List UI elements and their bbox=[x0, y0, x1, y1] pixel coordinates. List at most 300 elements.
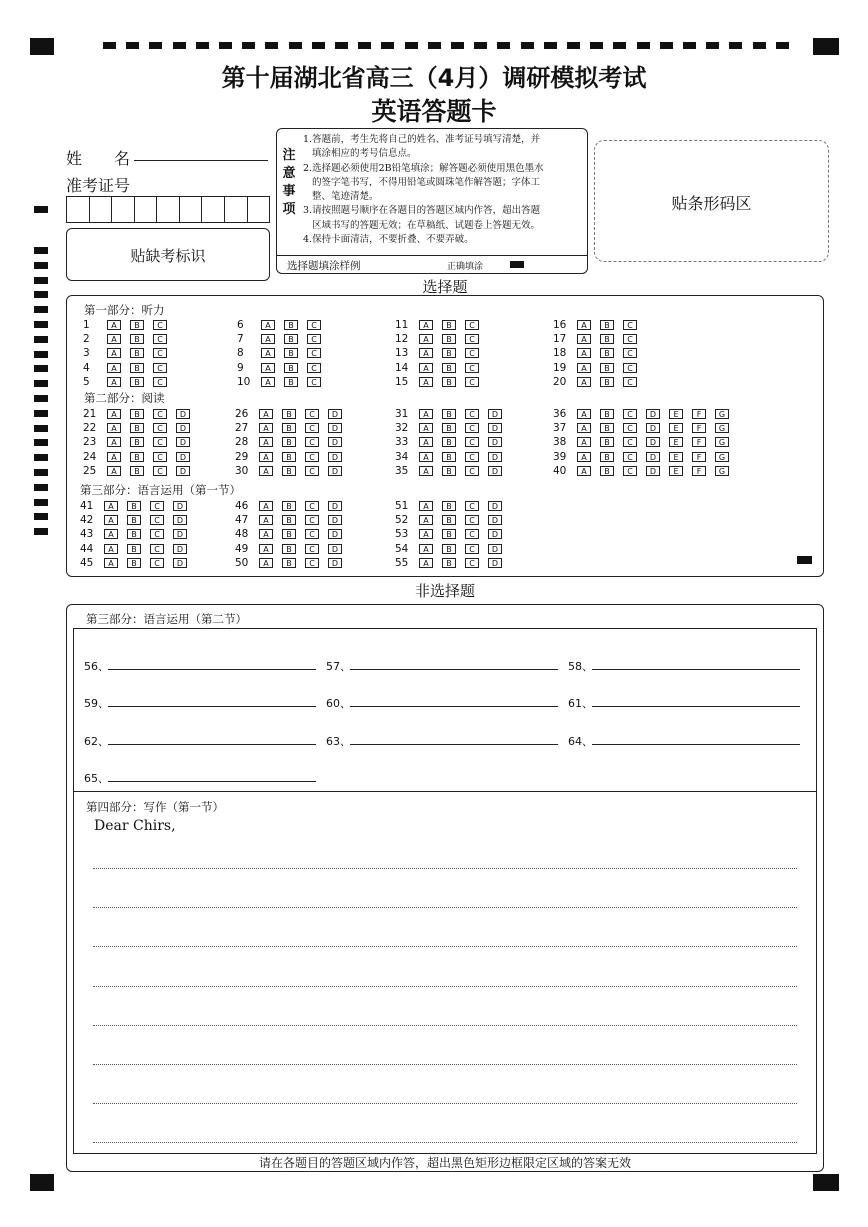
exam-id-cell[interactable] bbox=[157, 197, 180, 222]
listening-question[interactable] bbox=[395, 362, 488, 375]
option-bubble-c[interactable]: C bbox=[623, 377, 637, 387]
exam-id-cell[interactable] bbox=[67, 197, 90, 222]
option-bubble-d[interactable]: D bbox=[488, 423, 502, 433]
exam-id-cell[interactable] bbox=[225, 197, 248, 222]
reading-question[interactable] bbox=[235, 408, 351, 421]
option-bubble-d[interactable]: D bbox=[488, 409, 502, 419]
reading-question[interactable] bbox=[83, 465, 199, 478]
option-bubble-a[interactable]: A bbox=[107, 377, 121, 387]
option-bubble-a[interactable]: A bbox=[259, 409, 273, 419]
option-bubble-d[interactable]: D bbox=[328, 452, 342, 462]
cloze-question[interactable] bbox=[395, 557, 511, 570]
option-bubble-b[interactable]: B bbox=[600, 409, 614, 419]
option-bubble-c[interactable]: C bbox=[305, 544, 319, 554]
option-bubble-a[interactable]: A bbox=[107, 320, 121, 330]
option-bubble-c[interactable]: C bbox=[150, 544, 164, 554]
option-bubble-c[interactable]: C bbox=[150, 558, 164, 568]
option-bubble-a[interactable]: A bbox=[107, 423, 121, 433]
option-bubble-a[interactable]: A bbox=[104, 529, 118, 539]
option-bubble-d[interactable]: D bbox=[646, 452, 660, 462]
reading-question[interactable] bbox=[235, 451, 351, 464]
option-bubble-b[interactable]: B bbox=[600, 363, 614, 373]
reading-question[interactable] bbox=[83, 422, 199, 435]
listening-question[interactable] bbox=[237, 362, 330, 375]
exam-id-cell[interactable] bbox=[180, 197, 203, 222]
option-bubble-a[interactable]: A bbox=[419, 363, 433, 373]
listening-question[interactable] bbox=[237, 376, 330, 389]
option-bubble-a[interactable]: A bbox=[261, 334, 275, 344]
option-bubble-b[interactable]: B bbox=[130, 320, 144, 330]
option-bubble-b[interactable]: B bbox=[442, 423, 456, 433]
option-bubble-a[interactable]: A bbox=[419, 334, 433, 344]
reading7-question[interactable] bbox=[553, 451, 738, 464]
option-bubble-a[interactable]: A bbox=[419, 409, 433, 419]
writing-line[interactable] bbox=[93, 868, 797, 869]
option-bubble-b[interactable]: B bbox=[442, 377, 456, 387]
cloze-question[interactable] bbox=[80, 514, 196, 527]
option-bubble-a[interactable]: A bbox=[259, 544, 273, 554]
option-bubble-c[interactable]: C bbox=[465, 320, 479, 330]
option-bubble-c[interactable]: C bbox=[305, 466, 319, 476]
option-bubble-d[interactable]: D bbox=[488, 466, 502, 476]
option-bubble-c[interactable]: C bbox=[465, 452, 479, 462]
option-bubble-b[interactable]: B bbox=[127, 515, 141, 525]
reading-question[interactable] bbox=[83, 436, 199, 449]
listening-question[interactable] bbox=[237, 333, 330, 346]
cloze-question[interactable] bbox=[235, 543, 351, 556]
option-bubble-c[interactable]: C bbox=[623, 334, 637, 344]
exam-id-cell[interactable] bbox=[202, 197, 225, 222]
option-bubble-d[interactable]: D bbox=[173, 558, 187, 568]
option-bubble-b[interactable]: B bbox=[282, 544, 296, 554]
option-bubble-b[interactable]: B bbox=[282, 466, 296, 476]
reading-question[interactable] bbox=[83, 451, 199, 464]
option-bubble-b[interactable]: B bbox=[284, 348, 298, 358]
option-bubble-b[interactable]: B bbox=[130, 377, 144, 387]
option-bubble-c[interactable]: C bbox=[465, 377, 479, 387]
option-bubble-d[interactable]: D bbox=[488, 437, 502, 447]
option-bubble-c[interactable]: C bbox=[305, 437, 319, 447]
option-bubble-c[interactable]: C bbox=[465, 466, 479, 476]
reading-question[interactable] bbox=[235, 422, 351, 435]
option-bubble-b[interactable]: B bbox=[130, 452, 144, 462]
fill-blank-line[interactable] bbox=[108, 706, 316, 707]
writing-line[interactable] bbox=[93, 986, 797, 987]
fill-blank-number: 64、 bbox=[568, 735, 593, 748]
option-bubble-d[interactable]: D bbox=[328, 558, 342, 568]
option-bubble-d[interactable]: D bbox=[328, 529, 342, 539]
option-bubble-c[interactable]: C bbox=[150, 529, 164, 539]
option-bubble-d[interactable]: D bbox=[173, 515, 187, 525]
option-bubble-d[interactable]: D bbox=[488, 558, 502, 568]
option-bubble-d[interactable]: D bbox=[173, 544, 187, 554]
cloze-question[interactable] bbox=[395, 528, 511, 541]
option-bubble-b[interactable]: B bbox=[442, 558, 456, 568]
fill-blank-line[interactable] bbox=[592, 706, 800, 707]
listening-question[interactable] bbox=[83, 319, 176, 332]
option-bubble-b[interactable]: B bbox=[442, 348, 456, 358]
name-field[interactable] bbox=[134, 160, 268, 161]
option-bubble-b[interactable]: B bbox=[284, 377, 298, 387]
listening-question[interactable] bbox=[83, 333, 176, 346]
option-bubble-c[interactable]: C bbox=[623, 363, 637, 373]
option-bubble-a[interactable]: A bbox=[577, 320, 591, 330]
option-bubble-c[interactable]: C bbox=[305, 515, 319, 525]
option-bubble-d[interactable]: D bbox=[488, 544, 502, 554]
listening-question[interactable] bbox=[553, 347, 646, 360]
option-bubble-a[interactable]: A bbox=[261, 377, 275, 387]
reading7-question[interactable] bbox=[553, 408, 738, 421]
fill-blank-line[interactable] bbox=[108, 744, 316, 745]
option-bubble-d[interactable]: D bbox=[646, 423, 660, 433]
reading-question[interactable] bbox=[395, 465, 511, 478]
option-bubble-a[interactable]: A bbox=[107, 348, 121, 358]
option-bubble-a[interactable]: A bbox=[419, 529, 433, 539]
option-bubble-b[interactable]: B bbox=[130, 409, 144, 419]
cloze-question[interactable] bbox=[80, 543, 196, 556]
option-bubble-a[interactable]: A bbox=[419, 544, 433, 554]
exam-id-cell[interactable] bbox=[90, 197, 113, 222]
option-bubble-b[interactable]: B bbox=[130, 423, 144, 433]
option-bubble-a[interactable]: A bbox=[104, 501, 118, 511]
writing-line[interactable] bbox=[93, 1103, 797, 1104]
option-bubble-g[interactable]: G bbox=[715, 409, 729, 419]
reading7-question[interactable] bbox=[553, 465, 738, 478]
option-bubble-c[interactable]: C bbox=[465, 423, 479, 433]
option-bubble-c[interactable]: C bbox=[307, 377, 321, 387]
option-bubble-d[interactable]: D bbox=[328, 544, 342, 554]
option-bubble-b[interactable]: B bbox=[282, 452, 296, 462]
cloze-question[interactable] bbox=[235, 514, 351, 527]
option-bubble-d[interactable]: D bbox=[176, 466, 190, 476]
option-bubble-c[interactable]: C bbox=[465, 363, 479, 373]
cloze-question[interactable] bbox=[395, 543, 511, 556]
writing-line[interactable] bbox=[93, 946, 797, 947]
option-bubble-d[interactable]: D bbox=[176, 423, 190, 433]
cloze-question[interactable] bbox=[80, 500, 196, 513]
option-bubble-c[interactable]: C bbox=[465, 529, 479, 539]
option-bubble-b[interactable]: B bbox=[282, 558, 296, 568]
option-bubble-a[interactable]: A bbox=[577, 437, 591, 447]
option-bubble-e[interactable]: E bbox=[669, 423, 683, 433]
option-bubble-d[interactable]: D bbox=[173, 529, 187, 539]
option-bubble-d[interactable]: D bbox=[328, 423, 342, 433]
option-bubble-b[interactable]: B bbox=[442, 544, 456, 554]
option-bubble-a[interactable]: A bbox=[577, 466, 591, 476]
option-bubble-b[interactable]: B bbox=[284, 363, 298, 373]
option-bubble-e[interactable]: E bbox=[669, 452, 683, 462]
listening-question[interactable] bbox=[83, 376, 176, 389]
fill-blank-line[interactable] bbox=[108, 669, 316, 670]
option-bubble-d[interactable]: D bbox=[328, 515, 342, 525]
option-bubble-c[interactable]: C bbox=[305, 558, 319, 568]
cloze-question[interactable] bbox=[235, 528, 351, 541]
option-bubble-g[interactable]: G bbox=[715, 423, 729, 433]
option-bubble-b[interactable]: B bbox=[127, 529, 141, 539]
option-bubble-d[interactable]: D bbox=[176, 409, 190, 419]
option-bubble-a[interactable]: A bbox=[259, 501, 273, 511]
reading7-question[interactable] bbox=[553, 436, 738, 449]
option-bubble-c[interactable]: C bbox=[465, 409, 479, 419]
option-bubble-d[interactable]: D bbox=[646, 409, 660, 419]
option-bubble-c[interactable]: C bbox=[307, 320, 321, 330]
exam-id-cell[interactable] bbox=[112, 197, 135, 222]
cloze-question[interactable] bbox=[80, 557, 196, 570]
option-bubble-b[interactable]: B bbox=[127, 501, 141, 511]
listening-question[interactable] bbox=[83, 347, 176, 360]
option-bubble-b[interactable]: B bbox=[282, 529, 296, 539]
option-bubble-b[interactable]: B bbox=[442, 529, 456, 539]
option-bubble-b[interactable]: B bbox=[600, 377, 614, 387]
option-bubble-d[interactable]: D bbox=[328, 466, 342, 476]
option-bubble-f[interactable]: F bbox=[692, 409, 706, 419]
option-bubble-a[interactable]: A bbox=[261, 320, 275, 330]
option-bubble-c[interactable]: C bbox=[153, 334, 167, 344]
option-bubble-e[interactable]: E bbox=[669, 437, 683, 447]
option-bubble-a[interactable]: A bbox=[419, 437, 433, 447]
option-bubble-d[interactable]: D bbox=[176, 452, 190, 462]
option-bubble-c[interactable]: C bbox=[465, 558, 479, 568]
option-bubble-c[interactable]: C bbox=[307, 334, 321, 344]
cloze-question[interactable] bbox=[235, 500, 351, 513]
option-bubble-f[interactable]: F bbox=[692, 437, 706, 447]
option-bubble-a[interactable]: A bbox=[259, 466, 273, 476]
option-bubble-a[interactable]: A bbox=[419, 423, 433, 433]
listening-question[interactable] bbox=[395, 319, 488, 332]
option-bubble-c[interactable]: C bbox=[465, 544, 479, 554]
option-bubble-c[interactable]: C bbox=[153, 423, 167, 433]
option-bubble-d[interactable]: D bbox=[488, 452, 502, 462]
option-bubble-c[interactable]: C bbox=[465, 501, 479, 511]
reading-question[interactable] bbox=[235, 436, 351, 449]
option-bubble-b[interactable]: B bbox=[282, 501, 296, 511]
listening-question[interactable] bbox=[83, 362, 176, 375]
option-bubble-a[interactable]: A bbox=[104, 544, 118, 554]
listening-question[interactable] bbox=[553, 319, 646, 332]
fill-blank-line[interactable] bbox=[350, 669, 558, 670]
option-bubble-c[interactable]: C bbox=[153, 348, 167, 358]
option-bubble-d[interactable]: D bbox=[488, 501, 502, 511]
option-bubble-c[interactable]: C bbox=[623, 466, 637, 476]
option-bubble-b[interactable]: B bbox=[600, 466, 614, 476]
option-bubble-a[interactable]: A bbox=[259, 437, 273, 447]
writing-line[interactable] bbox=[93, 1142, 797, 1143]
option-bubble-a[interactable]: A bbox=[259, 558, 273, 568]
reading7-question[interactable] bbox=[553, 422, 738, 435]
listening-question[interactable] bbox=[553, 362, 646, 375]
option-bubble-b[interactable]: B bbox=[127, 544, 141, 554]
reading-question[interactable] bbox=[395, 436, 511, 449]
option-bubble-d[interactable]: D bbox=[488, 529, 502, 539]
fill-blank-line[interactable] bbox=[592, 744, 800, 745]
option-bubble-a[interactable]: A bbox=[419, 558, 433, 568]
option-bubble-c[interactable]: C bbox=[623, 423, 637, 433]
writing-line[interactable] bbox=[93, 1025, 797, 1026]
option-bubble-b[interactable]: B bbox=[442, 320, 456, 330]
reading-question[interactable] bbox=[395, 422, 511, 435]
option-bubble-e[interactable]: E bbox=[669, 409, 683, 419]
option-bubble-c[interactable]: C bbox=[305, 409, 319, 419]
option-bubble-b[interactable]: B bbox=[600, 348, 614, 358]
option-bubble-c[interactable]: C bbox=[153, 437, 167, 447]
option-bubble-c[interactable]: C bbox=[623, 348, 637, 358]
option-bubble-e[interactable]: E bbox=[669, 466, 683, 476]
fill-blank-line[interactable] bbox=[350, 744, 558, 745]
listening-question[interactable] bbox=[395, 347, 488, 360]
fill-blank-line[interactable] bbox=[108, 781, 316, 782]
listening-question[interactable] bbox=[553, 333, 646, 346]
option-bubble-a[interactable]: A bbox=[419, 501, 433, 511]
option-bubble-b[interactable]: B bbox=[442, 409, 456, 419]
option-bubble-a[interactable]: A bbox=[577, 377, 591, 387]
option-bubble-c[interactable]: C bbox=[153, 466, 167, 476]
option-bubble-c[interactable]: C bbox=[150, 515, 164, 525]
option-bubble-b[interactable]: B bbox=[127, 558, 141, 568]
option-bubble-c[interactable]: C bbox=[153, 363, 167, 373]
option-bubble-b[interactable]: B bbox=[600, 320, 614, 330]
reading-question[interactable] bbox=[235, 465, 351, 478]
option-bubble-c[interactable]: C bbox=[465, 515, 479, 525]
option-bubble-a[interactable]: A bbox=[419, 452, 433, 462]
option-bubble-b[interactable]: B bbox=[130, 466, 144, 476]
option-bubble-a[interactable]: A bbox=[104, 558, 118, 568]
option-bubble-b[interactable]: B bbox=[600, 334, 614, 344]
option-bubble-a[interactable]: A bbox=[577, 409, 591, 419]
option-bubble-a[interactable]: A bbox=[259, 452, 273, 462]
option-bubble-d[interactable]: D bbox=[488, 515, 502, 525]
option-bubble-c[interactable]: C bbox=[150, 501, 164, 511]
option-bubble-a[interactable]: A bbox=[577, 423, 591, 433]
exam-id-cell[interactable] bbox=[248, 197, 270, 222]
option-bubble-c[interactable]: C bbox=[153, 320, 167, 330]
option-bubble-a[interactable]: A bbox=[107, 409, 121, 419]
option-bubble-c[interactable]: C bbox=[465, 348, 479, 358]
option-bubble-c[interactable]: C bbox=[305, 452, 319, 462]
listening-question[interactable] bbox=[553, 376, 646, 389]
option-bubble-a[interactable]: A bbox=[577, 363, 591, 373]
exam-id-boxes[interactable] bbox=[66, 196, 270, 223]
listening-question[interactable] bbox=[395, 333, 488, 346]
option-bubble-a[interactable]: A bbox=[107, 437, 121, 447]
option-bubble-f[interactable]: F bbox=[692, 452, 706, 462]
reading-question[interactable] bbox=[395, 451, 511, 464]
fill-blank-line[interactable] bbox=[592, 669, 800, 670]
option-bubble-c[interactable]: C bbox=[153, 452, 167, 462]
option-bubble-b[interactable]: B bbox=[130, 334, 144, 344]
reading-question[interactable] bbox=[395, 408, 511, 421]
option-bubble-c[interactable]: C bbox=[305, 423, 319, 433]
option-bubble-b[interactable]: B bbox=[284, 320, 298, 330]
option-bubble-b[interactable]: B bbox=[442, 452, 456, 462]
option-bubble-a[interactable]: A bbox=[107, 452, 121, 462]
option-bubble-b[interactable]: B bbox=[442, 437, 456, 447]
writing-line[interactable] bbox=[93, 907, 797, 908]
option-bubble-b[interactable]: B bbox=[130, 437, 144, 447]
exam-id-cell[interactable] bbox=[135, 197, 158, 222]
option-bubble-d[interactable]: D bbox=[646, 437, 660, 447]
option-bubble-a[interactable]: A bbox=[261, 363, 275, 373]
option-bubble-a[interactable]: A bbox=[259, 423, 273, 433]
option-bubble-b[interactable]: B bbox=[442, 334, 456, 344]
option-bubble-b[interactable]: B bbox=[600, 452, 614, 462]
option-bubble-a[interactable]: A bbox=[419, 377, 433, 387]
option-bubble-c[interactable]: C bbox=[305, 529, 319, 539]
option-bubble-c[interactable]: C bbox=[623, 437, 637, 447]
listening-question[interactable] bbox=[237, 319, 330, 332]
option-bubble-a[interactable]: A bbox=[577, 348, 591, 358]
option-bubble-b[interactable]: B bbox=[600, 423, 614, 433]
option-bubble-b[interactable]: B bbox=[130, 363, 144, 373]
option-bubble-a[interactable]: A bbox=[419, 515, 433, 525]
option-bubble-a[interactable]: A bbox=[577, 452, 591, 462]
cloze-question[interactable] bbox=[395, 514, 511, 527]
option-bubble-b[interactable]: B bbox=[600, 437, 614, 447]
option-bubble-f[interactable]: F bbox=[692, 466, 706, 476]
option-bubble-g[interactable]: G bbox=[715, 437, 729, 447]
fill-blank-line[interactable] bbox=[350, 706, 558, 707]
option-bubble-a[interactable]: A bbox=[107, 334, 121, 344]
option-bubble-a[interactable]: A bbox=[577, 334, 591, 344]
option-bubble-a[interactable]: A bbox=[259, 515, 273, 525]
option-bubble-a[interactable]: A bbox=[419, 320, 433, 330]
option-bubble-g[interactable]: G bbox=[715, 466, 729, 476]
option-bubble-a[interactable]: A bbox=[419, 466, 433, 476]
option-bubble-c[interactable]: C bbox=[623, 320, 637, 330]
option-bubble-c[interactable]: C bbox=[307, 363, 321, 373]
option-bubble-b[interactable]: B bbox=[282, 515, 296, 525]
option-bubble-a[interactable]: A bbox=[104, 515, 118, 525]
option-bubble-b[interactable]: B bbox=[442, 515, 456, 525]
option-bubble-a[interactable]: A bbox=[107, 363, 121, 373]
option-bubble-d[interactable]: D bbox=[328, 409, 342, 419]
option-bubble-c[interactable]: C bbox=[623, 409, 637, 419]
option-bubble-b[interactable]: B bbox=[130, 348, 144, 358]
option-bubble-c[interactable]: C bbox=[465, 334, 479, 344]
cloze-question[interactable] bbox=[235, 557, 351, 570]
option-bubble-a[interactable]: A bbox=[107, 466, 121, 476]
option-bubble-c[interactable]: C bbox=[305, 501, 319, 511]
option-bubble-c[interactable]: C bbox=[153, 377, 167, 387]
option-bubble-b[interactable]: B bbox=[282, 437, 296, 447]
option-bubble-d[interactable]: D bbox=[646, 466, 660, 476]
listening-question[interactable] bbox=[237, 347, 330, 360]
option-bubble-b[interactable]: B bbox=[442, 466, 456, 476]
option-bubble-b[interactable]: B bbox=[282, 409, 296, 419]
option-bubble-c[interactable]: C bbox=[465, 437, 479, 447]
option-bubble-g[interactable]: G bbox=[715, 452, 729, 462]
writing-line[interactable] bbox=[93, 1064, 797, 1065]
listening-question[interactable] bbox=[395, 376, 488, 389]
option-bubble-b[interactable]: B bbox=[442, 363, 456, 373]
reading-question[interactable] bbox=[83, 408, 199, 421]
cloze-question[interactable] bbox=[80, 528, 196, 541]
option-bubble-c[interactable]: C bbox=[153, 409, 167, 419]
option-bubble-b[interactable]: B bbox=[282, 423, 296, 433]
option-bubble-d[interactable]: D bbox=[328, 501, 342, 511]
option-bubble-d[interactable]: D bbox=[173, 501, 187, 511]
option-bubble-d[interactable]: D bbox=[328, 437, 342, 447]
option-bubble-a[interactable]: A bbox=[419, 348, 433, 358]
option-bubble-b[interactable]: B bbox=[442, 501, 456, 511]
option-bubble-a[interactable]: A bbox=[261, 348, 275, 358]
cloze-question[interactable] bbox=[395, 500, 511, 513]
option-bubble-f[interactable]: F bbox=[692, 423, 706, 433]
option-bubble-c[interactable]: C bbox=[623, 452, 637, 462]
option-bubble-c[interactable]: C bbox=[307, 348, 321, 358]
option-bubble-d[interactable]: D bbox=[176, 437, 190, 447]
option-bubble-b[interactable]: B bbox=[284, 334, 298, 344]
option-bubble-a[interactable]: A bbox=[259, 529, 273, 539]
